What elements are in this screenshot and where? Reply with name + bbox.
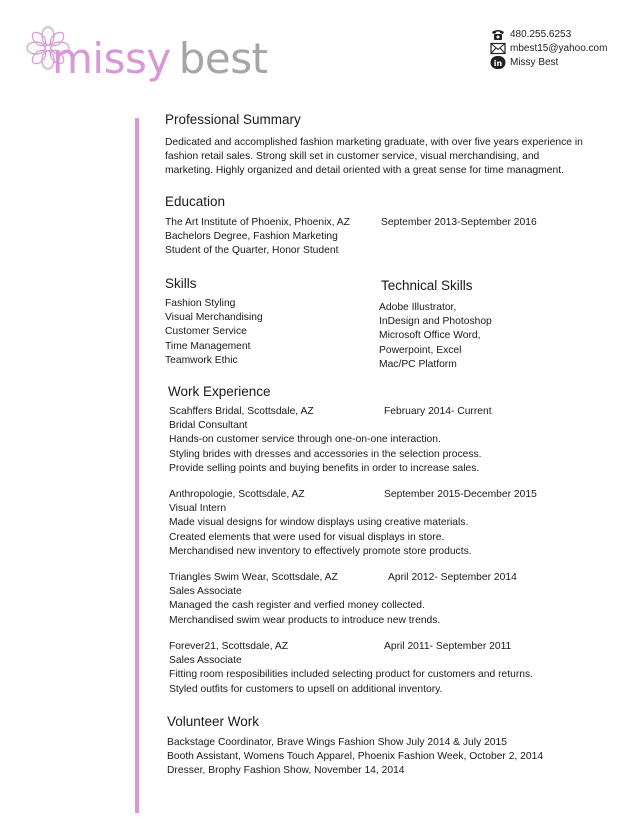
- linkedin-icon: [490, 56, 506, 69]
- technical-item: Adobe Illustrator,: [379, 302, 457, 313]
- job-duty: Made visual designs for window displays using creative materials.: [169, 517, 469, 529]
- email-text: mbest15@yahoo.com: [510, 42, 608, 54]
- summary-line: Dedicated and accomplished fashion marketing graduate, with over five years experience in: [165, 137, 583, 148]
- education-heading: Education: [165, 194, 226, 209]
- technical-heading: Technical Skills: [381, 278, 473, 293]
- job-dates: September 2015-December 2015: [384, 489, 537, 500]
- technical-item: Powerpoint, Excel: [379, 344, 462, 356]
- job-dates: April 2012- September 2014: [388, 572, 517, 583]
- education-dates: September 2013-September 2016: [381, 217, 537, 228]
- summary-heading: Professional Summary: [165, 112, 301, 127]
- education-line: Student of the Quarter, Honor Student: [165, 245, 339, 257]
- contact-email: [490, 42, 607, 55]
- job-duty: Hands-on customer service through one-on-one interaction.: [169, 434, 441, 446]
- summary-line: fashion retail sales. Strong skill set in customer service, visual merchandising, and: [165, 151, 540, 163]
- job-role: Bridal Consultant: [169, 420, 248, 432]
- education-line: The Art Institute of Phoenix, Phoenix, AZ: [165, 217, 350, 228]
- volunteer-item: Backstage Coordinator, Brave Wings Fashion Show July 2014 & July 2015: [167, 737, 507, 748]
- job-employer: Forever21, Scottsdale, AZ: [169, 641, 289, 652]
- contact-phone: [490, 28, 571, 41]
- skill-item: Time Management: [165, 340, 251, 352]
- job-role: Sales Associate: [169, 655, 242, 667]
- contact-linkedin: [490, 56, 558, 69]
- education-line: Bachelors Degree, Fashion Marketing: [165, 231, 338, 243]
- volunteer-heading: Volunteer Work: [167, 714, 260, 729]
- job-duty: Styling brides with dresses and accessories in the selection process.: [169, 448, 482, 460]
- volunteer-item: Booth Assistant, Womens Touch Apparel, Phoenix Fashion Week, October 2, 2014: [167, 751, 544, 763]
- skill-item: Fashion Styling: [165, 298, 236, 309]
- technical-item: Mac/PC Platform: [379, 358, 457, 370]
- logo-first-name: missy: [52, 34, 171, 83]
- phone-icon: [490, 28, 506, 41]
- logo: [22, 24, 268, 86]
- education-text: [165, 216, 350, 259]
- technical-item: Microsoft Office Word,: [379, 330, 481, 342]
- technical-list: [379, 301, 492, 372]
- skills-list: [165, 297, 263, 368]
- job-duty: Merchandised new inventory to effectively promote store products.: [169, 545, 472, 557]
- summary-text: [165, 136, 583, 179]
- job-duty: Fitting room resposibilities included selecting product for customers and returns.: [169, 669, 533, 681]
- job-role: Visual Intern: [169, 503, 227, 515]
- job-employer: Anthropologie, Scottsdale, AZ: [169, 489, 305, 500]
- job-duty: Created elements that were used for visual displays in store.: [169, 531, 445, 543]
- job-employer: Triangles Swim Wear, Scottsdale, AZ: [169, 572, 338, 583]
- skill-item: Customer Service: [165, 326, 247, 338]
- skill-item: Teamwork Ethic: [165, 354, 238, 366]
- summary-line: marketing. Highly organized and detail oriented with a great sense for time managment.: [165, 165, 564, 177]
- svg-text:in: in: [493, 59, 503, 68]
- work-heading: Work Experience: [168, 384, 271, 399]
- job-role: Sales Associate: [169, 586, 242, 598]
- job-duty: Merchandised swim wear products to introduce new trends.: [169, 614, 441, 626]
- job-duty: Styled outfits for customers to upsell on additional inventory.: [169, 683, 443, 695]
- job-duty: Provide selling points and buying benefits in order to increase sales.: [169, 462, 480, 474]
- job-duty: Managed the cash register and verfied money collected.: [169, 600, 425, 612]
- logo-wordmark: [52, 36, 268, 82]
- skill-item: Visual Merchandising: [165, 312, 263, 324]
- linkedin-text: Missy Best: [510, 56, 559, 68]
- accent-rule: [135, 118, 139, 813]
- volunteer-list: [167, 736, 543, 779]
- technical-item: InDesign and Photoshop: [379, 316, 492, 328]
- job-dates: February 2014- Current: [384, 406, 492, 417]
- logo-last-name: best: [178, 34, 268, 83]
- phone-text: 480.255.6253: [510, 28, 572, 40]
- job-employer: Scahffers Bridal, Scottsdale, AZ: [169, 406, 314, 417]
- skills-heading: Skills: [165, 276, 197, 291]
- mail-icon: [490, 42, 506, 55]
- volunteer-item: Dresser, Brophy Fashion Show, November 14, 2014: [167, 765, 405, 777]
- job-dates: April 2011- September 2011: [384, 641, 512, 652]
